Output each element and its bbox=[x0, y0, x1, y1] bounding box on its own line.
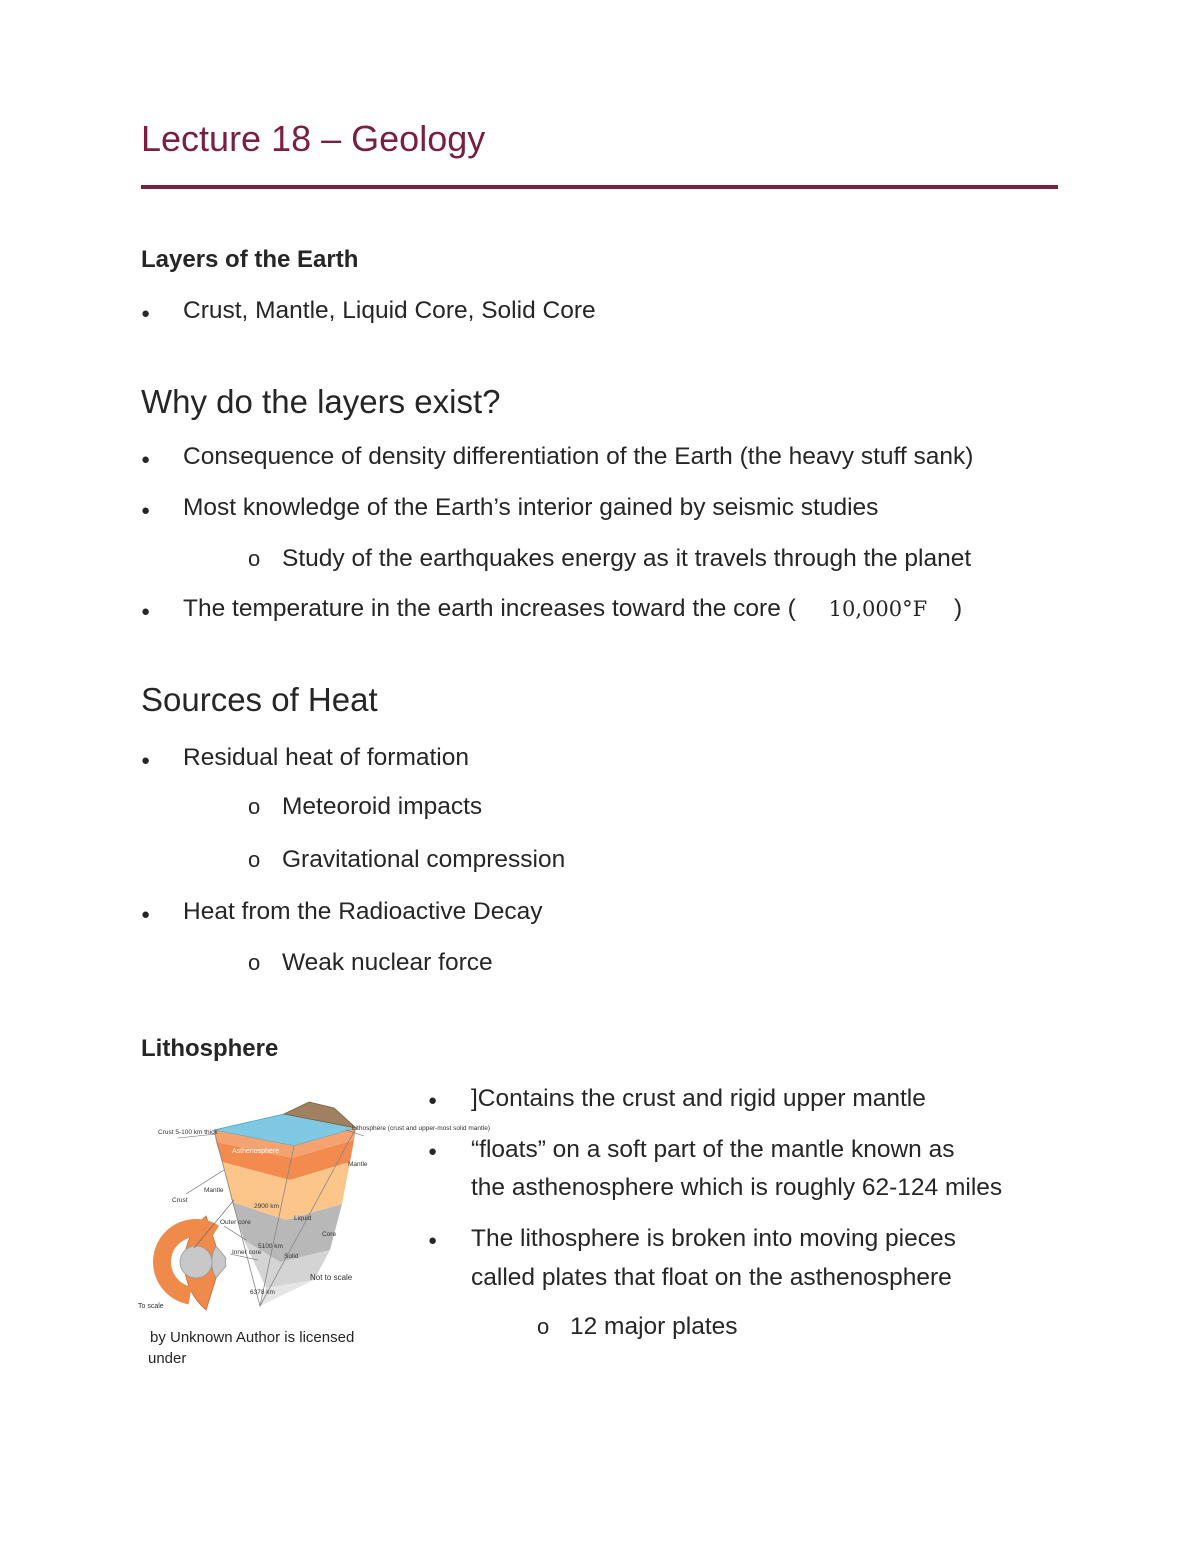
bullet-dot: ● bbox=[141, 603, 151, 620]
lith-item-1: ]Contains the crust and rigid upper mantle bbox=[471, 1085, 926, 1112]
why-item-3-text: The temperature in the earth increases toward the core ( bbox=[183, 595, 796, 622]
lith-item-3-sub: 12 major plates bbox=[570, 1313, 738, 1340]
label-outer-core: Outer core bbox=[220, 1219, 251, 1226]
label-crust-left: Crust bbox=[172, 1197, 188, 1204]
heat-item-2: Heat from the Radioactive Decay bbox=[183, 898, 543, 925]
label-inner-core: Inner core bbox=[232, 1249, 262, 1256]
sub-bullet: o bbox=[248, 794, 261, 819]
earth-layers-diagram bbox=[134, 1100, 491, 1312]
sub-bullet: o bbox=[537, 1314, 550, 1339]
caption-line-2: under bbox=[148, 1350, 187, 1367]
bullet-dot: ● bbox=[428, 1092, 438, 1109]
bullet-dot: ● bbox=[141, 906, 151, 923]
temperature-value: 10,000°F bbox=[828, 597, 928, 621]
heat-item-1-sub-1: Meteoroid impacts bbox=[282, 793, 483, 820]
bullet-dot: ● bbox=[141, 752, 151, 769]
label-asthenosphere: Asthenosphere bbox=[232, 1148, 280, 1155]
sub-bullet: o bbox=[248, 847, 261, 872]
label-depth-5100: 5100 km bbox=[258, 1243, 283, 1250]
label-mantle-right: Mantle bbox=[348, 1161, 368, 1168]
label-depth-2900: 2900 km bbox=[254, 1203, 279, 1210]
label-core: Core bbox=[322, 1231, 337, 1238]
label-to-scale: To scale bbox=[138, 1303, 164, 1310]
page-title: Lecture 18 – Geology bbox=[141, 118, 486, 159]
heat-item-1: Residual heat of formation bbox=[183, 744, 469, 771]
sub-bullet: o bbox=[248, 546, 261, 571]
why-item-3 bbox=[183, 595, 962, 623]
lith-item-3-line-2: called plates that float on the asthenosphere bbox=[471, 1264, 952, 1291]
bullet-dot: ● bbox=[141, 305, 151, 322]
to-scale-section bbox=[157, 1216, 236, 1310]
label-solid: Solid bbox=[284, 1253, 299, 1260]
why-item-1: Consequence of density differentiation of the Earth (the heavy stuff sank) bbox=[183, 443, 974, 470]
lithosphere-heading: Lithosphere bbox=[141, 1035, 279, 1062]
label-mantle-left: Mantle bbox=[204, 1187, 224, 1194]
heat-item-2-sub-1: Weak nuclear force bbox=[282, 949, 493, 976]
why-item-3-close: ) bbox=[954, 595, 963, 622]
heat-item-1-sub-2: Gravitational compression bbox=[282, 846, 566, 873]
bullet-dot: ● bbox=[141, 502, 151, 519]
caption-line-1: by Unknown Author is licensed bbox=[150, 1329, 355, 1346]
sub-bullet: o bbox=[248, 950, 261, 975]
image-caption bbox=[150, 1327, 354, 1369]
bullet-dot: ● bbox=[428, 1232, 438, 1249]
label-liquid: Liquid bbox=[294, 1215, 312, 1222]
label-crust: Crust 5-100 km thick bbox=[158, 1129, 218, 1136]
heat-heading: Sources of Heat bbox=[141, 681, 378, 718]
why-heading: Why do the layers exist? bbox=[141, 383, 501, 420]
bullet-dot: ● bbox=[141, 451, 151, 468]
label-lithosphere: Lithosphere (crust and upper-most solid mantle) bbox=[352, 1125, 491, 1132]
why-item-2-sub: Study of the earthquakes energy as it travels through the planet bbox=[282, 545, 972, 572]
label-not-to-scale: Not to scale bbox=[310, 1273, 353, 1282]
lith-item-2-line-2: the asthenosphere which is roughly 62-124 miles bbox=[471, 1174, 1003, 1201]
layers-item: Crust, Mantle, Liquid Core, Solid Core bbox=[183, 297, 596, 324]
why-item-2: Most knowledge of the Earth’s interior gained by seismic studies bbox=[183, 494, 879, 521]
title-divider bbox=[141, 185, 1058, 189]
lith-item-2-line-1: “floats” on a soft part of the mantle known as bbox=[471, 1136, 955, 1163]
lith-item-3-line-1: The lithosphere is broken into moving pieces bbox=[471, 1225, 956, 1252]
label-depth-6378: 6378 km bbox=[250, 1289, 275, 1296]
bullet-dot: ● bbox=[428, 1143, 438, 1160]
layers-heading: Layers of the Earth bbox=[141, 246, 359, 273]
